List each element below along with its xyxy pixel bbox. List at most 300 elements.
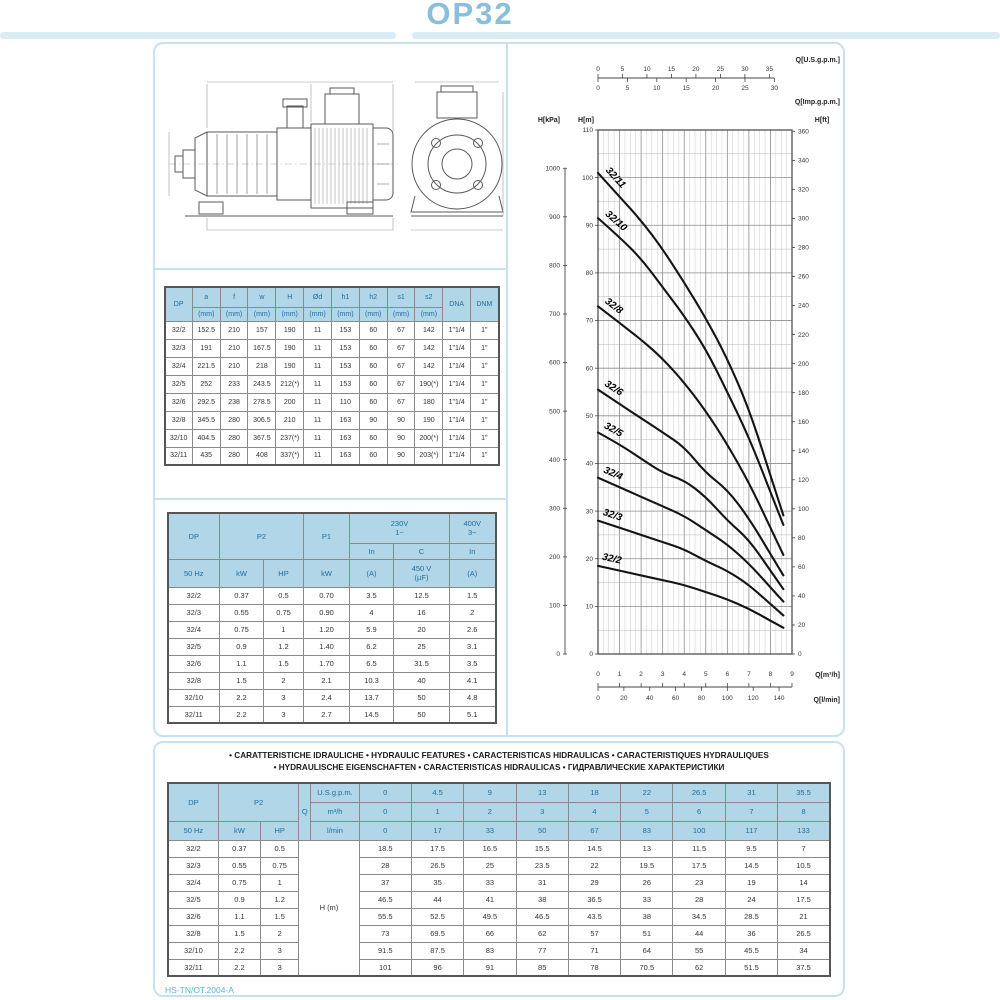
- hyd-head-value: 29: [568, 874, 620, 891]
- m-tick-label: 30: [585, 508, 593, 516]
- elec-value: 12.5: [394, 587, 450, 604]
- hyd-head-value: 52.5: [411, 908, 463, 925]
- hyd-head-value: 34: [778, 942, 830, 959]
- performance-chart-svg: [508, 44, 841, 733]
- elec-c-header: C: [394, 543, 450, 559]
- dims-value: 163: [331, 447, 359, 465]
- usgpm-tick-label: 0: [596, 66, 600, 73]
- hyd-m3h-header: m³/h: [311, 802, 359, 821]
- dims-value: 153: [331, 339, 359, 357]
- hyd-head-value: 34.5: [673, 908, 725, 925]
- dims-value: 1": [471, 411, 499, 429]
- dims-col-header: Ød: [304, 287, 332, 307]
- terminal-box-lid: [330, 88, 354, 94]
- hyd-m3h-value: 1: [411, 802, 463, 821]
- hyd-head-value: 46.5: [516, 908, 568, 925]
- dims-value: 11: [304, 393, 332, 411]
- hyd-head-value: 33: [464, 874, 516, 891]
- elec-value: 1.40: [304, 638, 350, 655]
- dims-unit-header: (mm): [220, 307, 248, 321]
- elec-value: 0.90: [304, 604, 350, 621]
- hyd-head-value: 21: [778, 908, 830, 925]
- kpa-axis-label: H[kPa]: [537, 117, 560, 124]
- dimensions-table: [164, 286, 500, 466]
- ft-tick-label: 200: [798, 360, 809, 368]
- dims-col-header: f: [220, 287, 248, 307]
- hyd-lmin-value: 67: [568, 821, 620, 840]
- pump-drawings: [155, 44, 508, 268]
- dims-value: 67: [387, 339, 415, 357]
- dims-value: 180: [415, 393, 443, 411]
- hyd-kw-value: 1.1: [218, 908, 260, 925]
- dims-value: 237(*): [276, 429, 304, 447]
- hyd-head-value: 15.5: [516, 840, 568, 857]
- elec-value: 3.5: [450, 655, 496, 672]
- dims-value: 1"1/4: [443, 393, 471, 411]
- elec-value: 25: [394, 638, 450, 655]
- hyd-unit-header: HP: [261, 821, 299, 840]
- lmin-tick-label: 20: [620, 695, 628, 702]
- hyd-head-value: 37: [359, 874, 411, 891]
- hyd-head-value: 78: [568, 959, 620, 976]
- m3h-tick-label: 7: [747, 671, 751, 678]
- elec-value: 3.1: [450, 638, 496, 655]
- hyd-head-value: 49.5: [464, 908, 516, 925]
- dims-value: 1": [471, 321, 499, 339]
- dims-unit-header: (mm): [331, 307, 359, 321]
- dims-value: 11: [304, 447, 332, 465]
- page-title: OP32: [426, 0, 514, 31]
- terminal-box-front-lid: [441, 86, 473, 92]
- hyd-head-value: 55: [673, 942, 725, 959]
- ft-tick-label: 120: [798, 476, 809, 484]
- hyd-head-value: 26.5: [778, 925, 830, 942]
- elec-value: 3: [264, 689, 304, 706]
- dims-value: 404.5: [192, 429, 220, 447]
- impgpm-tick-label: 30: [770, 85, 779, 92]
- elec-row-label: 32/3: [168, 604, 220, 621]
- kpa-tick-label: 900: [549, 214, 560, 222]
- hyd-usgpm-value: 13: [516, 783, 568, 802]
- lmin-tick-label: 140: [773, 695, 785, 702]
- curve-32-10: [598, 218, 783, 525]
- kpa-tick-label: 100: [549, 602, 560, 610]
- dims-value: 210: [276, 411, 304, 429]
- dims-value: 212(*): [276, 375, 304, 393]
- hyd-head-value: 17.5: [673, 857, 725, 874]
- lmin-tick-label: 0: [596, 695, 600, 702]
- hyd-head-value: 31: [516, 874, 568, 891]
- dims-value: 1": [471, 393, 499, 411]
- dims-value: 280: [220, 447, 248, 465]
- hyd-m3h-value: 3: [516, 802, 568, 821]
- impgpm-tick-label: 15: [682, 85, 690, 92]
- m3h-tick-label: 3: [660, 671, 665, 678]
- elec-cap-header: 450 V (µF): [394, 559, 450, 587]
- dims-value: 190(*): [415, 375, 443, 393]
- hyd-hp-value: 0.5: [261, 840, 299, 857]
- hyd-head-value: 44: [411, 891, 463, 908]
- hyd-head-value: 55.5: [359, 908, 411, 925]
- elec-value: 20: [394, 621, 450, 638]
- hyd-lmin-value: 100: [673, 821, 725, 840]
- dims-value: 60: [359, 357, 387, 375]
- dims-row-label: 32/6: [165, 393, 193, 411]
- hyd-head-value: 22: [568, 857, 620, 874]
- hyd-lmin-value: 17: [411, 821, 463, 840]
- content-frame: [153, 42, 845, 737]
- dims-value: 1": [471, 357, 499, 375]
- curve-label-32-4: 32/4: [601, 464, 625, 483]
- usgpm-tick-label: 25: [716, 66, 725, 73]
- hyd-head-value: 64: [621, 942, 673, 959]
- dims-value: 210: [220, 321, 248, 339]
- ft-tick-label: 80: [798, 535, 806, 543]
- hyd-p2-header: P2: [218, 783, 298, 821]
- dims-col-header: s1: [387, 287, 415, 307]
- m-tick-label: 90: [585, 222, 593, 230]
- dims-value: 190: [276, 357, 304, 375]
- pump-foot: [199, 202, 223, 214]
- dims-value: 153: [331, 321, 359, 339]
- dims-unit-header: (mm): [387, 307, 415, 321]
- hyd-head-value: 19.5: [621, 857, 673, 874]
- lmin-tick-label: 60: [671, 695, 680, 702]
- hyd-head-value: 26: [621, 874, 673, 891]
- bolt-hole: [432, 139, 441, 148]
- dims-unit-header: (mm): [415, 307, 443, 321]
- hyd-unit-header: kW: [218, 821, 260, 840]
- hyd-head-value: 36: [725, 925, 777, 942]
- dims-value: 1": [471, 429, 499, 447]
- dims-value: 90: [387, 411, 415, 429]
- dims-row-label: 32/3: [165, 339, 193, 357]
- dims-value: 11: [304, 321, 332, 339]
- bolt-hole: [432, 181, 441, 190]
- hyd-head-value: 85: [516, 959, 568, 976]
- hyd-m3h-value: 6: [673, 802, 725, 821]
- hyd-head-value: 51: [621, 925, 673, 942]
- m-tick-label: 60: [585, 365, 593, 373]
- ft-tick-label: 160: [798, 418, 809, 426]
- dims-value: 306.5: [248, 411, 276, 429]
- dims-value: 1"1/4: [443, 429, 471, 447]
- hyd-head-value: 37.5: [778, 959, 830, 976]
- ft-tick-label: 60: [798, 564, 806, 572]
- m-tick-label: 50: [585, 413, 593, 421]
- hyd-head-value: 73: [359, 925, 411, 942]
- dims-value: 221.5: [192, 357, 220, 375]
- dims-value: 67: [387, 393, 415, 411]
- dims-value: 153: [331, 357, 359, 375]
- elec-value: 3: [264, 706, 304, 723]
- dims-value: 153: [331, 375, 359, 393]
- elec-value: 1.20: [304, 621, 350, 638]
- curve-label-32-10: 32/10: [602, 208, 629, 234]
- curve-label-32-2: 32/2: [601, 551, 623, 567]
- usgpm-tick-label: 30: [741, 66, 749, 73]
- kpa-tick-label: 0: [556, 651, 560, 659]
- dims-value: 238: [220, 393, 248, 411]
- ft-tick-label: 300: [798, 215, 809, 223]
- hyd-row-label: 32/3: [168, 857, 218, 874]
- ft-tick-label: 40: [798, 593, 806, 601]
- elec-value: 2.4: [304, 689, 350, 706]
- terminal-box-front: [437, 92, 477, 118]
- hyd-head-value: 35: [411, 874, 463, 891]
- hyd-lmin-header: l/min: [311, 821, 359, 840]
- ft-tick-label: 320: [798, 186, 809, 194]
- hyd-head-value: 83: [464, 942, 516, 959]
- hyd-hm-label: H (m): [299, 840, 359, 976]
- hyd-head-value: 91: [464, 959, 516, 976]
- kpa-tick-label: 500: [549, 408, 560, 416]
- m3h-tick-label: 9: [790, 671, 794, 678]
- m-tick-label: 40: [585, 460, 593, 468]
- kpa-tick-label: 300: [549, 505, 560, 513]
- bolt-hole: [474, 181, 483, 190]
- dimensions-section: [155, 268, 508, 500]
- elec-value: 1.1: [220, 655, 264, 672]
- hyd-head-value: 28.5: [725, 908, 777, 925]
- usgpm-tick-label: 20: [692, 66, 700, 73]
- hyd-hp-value: 3: [261, 942, 299, 959]
- ft-tick-label: 220: [798, 331, 809, 339]
- terminal-box: [325, 94, 359, 124]
- dims-col-header: s2: [415, 287, 443, 307]
- dims-value: 1"1/4: [443, 447, 471, 465]
- hyd-head-value: 91.5: [359, 942, 411, 959]
- elec-value: 0.75: [220, 621, 264, 638]
- pump-face-bore: [442, 149, 472, 179]
- motor-body: [311, 124, 373, 208]
- impgpm-tick-label: 5: [625, 85, 630, 92]
- elec-value: 1.5: [220, 672, 264, 689]
- dims-value: 152.5: [192, 321, 220, 339]
- hyd-head-value: 69.5: [411, 925, 463, 942]
- m3h-tick-label: 5: [703, 671, 708, 678]
- dims-value: 11: [304, 357, 332, 375]
- usgpm-axis-label: Q[U.S.g.p.m.]: [795, 57, 840, 64]
- kpa-tick-label: 600: [549, 359, 560, 367]
- m3h-tick-label: 1: [617, 671, 622, 678]
- hyd-head-value: 46.5: [359, 891, 411, 908]
- dims-value: 292.5: [192, 393, 220, 411]
- hyd-usgpm-value: 4.5: [411, 783, 463, 802]
- dims-value: 1": [471, 447, 499, 465]
- hyd-m3h-value: 5: [621, 802, 673, 821]
- elec-unit-header: (A): [350, 559, 394, 587]
- dims-col-header: DNA: [443, 287, 471, 321]
- dims-col-header: h2: [359, 287, 387, 307]
- kpa-tick-label: 200: [549, 554, 560, 562]
- m-tick-label: 110: [582, 127, 593, 135]
- hydraulic-captions: [155, 750, 843, 774]
- dims-value: 11: [304, 339, 332, 357]
- electrical-section: [155, 498, 508, 737]
- dims-value: 60: [359, 447, 387, 465]
- hydraulic-panel: [153, 741, 845, 997]
- dims-col-header: DNM: [471, 287, 499, 321]
- hyd-hp-value: 1.2: [261, 891, 299, 908]
- hyd-head-value: 23: [673, 874, 725, 891]
- dims-value: 67: [387, 357, 415, 375]
- m-tick-label: 0: [589, 651, 593, 659]
- hyd-head-value: 101: [359, 959, 411, 976]
- hyd-m3h-value: 2: [464, 802, 516, 821]
- dims-col-header: w: [248, 287, 276, 307]
- curve-label-32-6: 32/6: [602, 378, 625, 399]
- hyd-head-value: 9.5: [725, 840, 777, 857]
- dims-row-label: 32/5: [165, 375, 193, 393]
- dims-unit-header: (mm): [248, 307, 276, 321]
- hyd-m3h-value: 7: [725, 802, 777, 821]
- hyd-row-label: 32/10: [168, 942, 218, 959]
- ft-tick-label: 240: [798, 302, 809, 310]
- hyd-head-value: 62: [516, 925, 568, 942]
- hyd-head-value: 14.5: [725, 857, 777, 874]
- dims-row-label: 32/2: [165, 321, 193, 339]
- dims-value: 67: [387, 321, 415, 339]
- dims-value: 11: [304, 411, 332, 429]
- hyd-head-value: 44: [673, 925, 725, 942]
- hyd-head-value: 57: [568, 925, 620, 942]
- elec-value: 0.9: [220, 638, 264, 655]
- dims-value: 157: [248, 321, 276, 339]
- dims-value: 1": [471, 375, 499, 393]
- dims-value: 1"1/4: [443, 411, 471, 429]
- hyd-lmin-value: 83: [621, 821, 673, 840]
- dims-value: 435: [192, 447, 220, 465]
- hyd-kw-value: 0.37: [218, 840, 260, 857]
- hyd-usgpm-value: 35.5: [778, 783, 830, 802]
- elec-unit-header: (A): [450, 559, 496, 587]
- dims-unit-header: (mm): [192, 307, 220, 321]
- hyd-hp-value: 2: [261, 925, 299, 942]
- hyd-kw-value: 0.9: [218, 891, 260, 908]
- hyd-usgpm-value: 26.5: [673, 783, 725, 802]
- hyd-head-value: 28: [673, 891, 725, 908]
- dims-value: 90: [387, 447, 415, 465]
- kpa-tick-label: 400: [549, 456, 560, 464]
- elec-value: 0.75: [264, 604, 304, 621]
- elec-value: 2.2: [220, 689, 264, 706]
- impgpm-axis-label: Q[Imp.g.p.m.]: [794, 99, 840, 106]
- ft-tick-label: 280: [798, 244, 809, 252]
- hyd-head-value: 14.5: [568, 840, 620, 857]
- hyd-row-label: 32/4: [168, 874, 218, 891]
- hyd-hp-value: 1: [261, 874, 299, 891]
- curve-label-32-8: 32/8: [602, 296, 625, 317]
- elec-value: 2: [450, 604, 496, 621]
- dims-value: 200(*): [415, 429, 443, 447]
- elec-value: 4: [350, 604, 394, 621]
- m-tick-label: 20: [585, 555, 593, 563]
- elec-value: 4.1: [450, 672, 496, 689]
- elec-value: 10.3: [350, 672, 394, 689]
- usgpm-tick-label: 15: [667, 66, 676, 73]
- hyd-kw-value: 2.2: [218, 959, 260, 976]
- elec-row-label: 32/6: [168, 655, 220, 672]
- performance-chart: [506, 44, 843, 735]
- dims-value: 60: [359, 339, 387, 357]
- dims-unit-header: (mm): [359, 307, 387, 321]
- hyd-kw-value: 2.2: [218, 942, 260, 959]
- elec-row-label: 32/11: [168, 706, 220, 723]
- usgpm-tick-label: 5: [620, 66, 625, 73]
- hyd-row-label: 32/2: [168, 840, 218, 857]
- hyd-lmin-value: 33: [464, 821, 516, 840]
- dims-value: 190: [276, 339, 304, 357]
- caption-line-1: • CARATTERISTICHE IDRAULICHE • HYDRAULIC FEATURES • CARACTERISTICAS HIDRAULICAS • CARACTERISTIQUES HYDRAULIQUES: [229, 751, 769, 760]
- ft-tick-label: 140: [798, 447, 809, 455]
- caption-line-2: • HYDRAULISCHE EIGENSCHAFTEN • CARACTERISTICAS HIDRAULICAS • ГИДРАВЛИЧЕСКИЕ ХАРАКТЕРИСТИКИ: [273, 763, 725, 772]
- elec-value: 2.1: [304, 672, 350, 689]
- elec-in-header: In: [350, 543, 394, 559]
- dims-row-label: 32/4: [165, 357, 193, 375]
- kpa-tick-label: 700: [549, 311, 560, 319]
- hyd-head-value: 33: [621, 891, 673, 908]
- dims-value: 163: [331, 411, 359, 429]
- elec-value: 5.1: [450, 706, 496, 723]
- dims-value: 337(*): [276, 447, 304, 465]
- hyd-row-label: 32/6: [168, 908, 218, 925]
- hyd-usgpm-value: 31: [725, 783, 777, 802]
- curve-32-2: [598, 566, 783, 628]
- hyd-kw-value: 0.55: [218, 857, 260, 874]
- hyd-head-value: 38: [516, 891, 568, 908]
- elec-row-label: 32/8: [168, 672, 220, 689]
- dims-value: 252: [192, 375, 220, 393]
- hyd-head-value: 24: [725, 891, 777, 908]
- hyd-kw-value: 0.75: [218, 874, 260, 891]
- usgpm-tick-label: 35: [765, 66, 773, 73]
- pump-face-mid: [428, 135, 486, 193]
- curve-label-32-3: 32/3: [601, 507, 624, 524]
- hyd-usgpm-value: 18: [568, 783, 620, 802]
- elec-value: 2: [264, 672, 304, 689]
- hyd-head-value: 7: [778, 840, 830, 857]
- hyd-head-value: 38: [621, 908, 673, 925]
- m-axis-label: H[m]: [578, 117, 594, 124]
- hyd-dp-header: DP: [168, 783, 218, 821]
- hyd-head-value: 71: [568, 942, 620, 959]
- dims-value: 90: [359, 411, 387, 429]
- hyd-row-label: 32/11: [168, 959, 218, 976]
- dims-value: 280: [220, 411, 248, 429]
- elec-value: 50: [394, 689, 450, 706]
- hyd-q-header: Q: [299, 783, 311, 840]
- hyd-hz-header: 50 Hz: [168, 821, 218, 840]
- hyd-lmin-value: 117: [725, 821, 777, 840]
- dims-value: 60: [359, 321, 387, 339]
- hyd-head-value: 77: [516, 942, 568, 959]
- dims-value: 90: [387, 429, 415, 447]
- elec-value: 6.5: [350, 655, 394, 672]
- lmin-tick-label: 80: [697, 695, 706, 702]
- dims-value: 190: [276, 321, 304, 339]
- elec-unit-header: kW: [220, 559, 264, 587]
- elec-value: 40: [394, 672, 450, 689]
- hyd-head-value: 36.5: [568, 891, 620, 908]
- dims-value: 203(*): [415, 447, 443, 465]
- elec-value: 1: [264, 621, 304, 638]
- divider-band-right: [412, 32, 1000, 39]
- m-tick-label: 70: [585, 317, 593, 325]
- hyd-head-value: 28: [359, 857, 411, 874]
- hyd-head-value: 17.5: [778, 891, 830, 908]
- hyd-lmin-value: 0: [359, 821, 411, 840]
